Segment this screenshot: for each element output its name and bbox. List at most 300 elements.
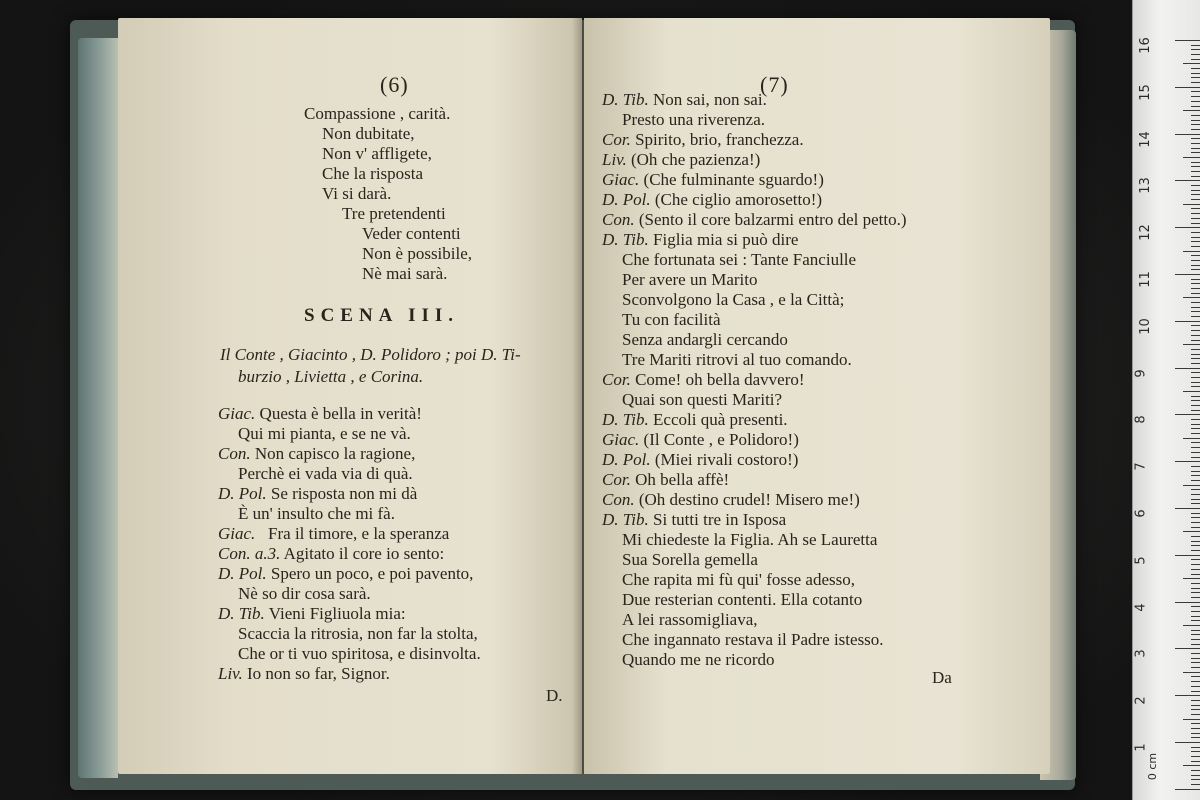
ruler-tick — [1191, 73, 1200, 74]
ruler-tick — [1191, 527, 1200, 528]
ruler-tick — [1191, 363, 1200, 364]
ruler-tick — [1191, 288, 1200, 289]
line-text: (Che fulminante sguardo!) — [643, 170, 824, 189]
dialogue-line — [622, 530, 877, 550]
ruler-tick — [1191, 592, 1200, 593]
ruler-tick — [1191, 152, 1200, 153]
ruler-tick — [1191, 569, 1200, 570]
ruler-tick — [1191, 101, 1200, 102]
ruler-tick — [1191, 68, 1200, 69]
speaker: D. Tib. — [602, 90, 649, 109]
ruler-tick — [1191, 564, 1200, 565]
line-text: Che ingannato restava il Padre istesso. — [622, 630, 884, 649]
ruler-tick — [1191, 644, 1200, 645]
ruler-tick — [1191, 199, 1200, 200]
ruler-tick — [1191, 241, 1200, 242]
ruler-tick — [1191, 190, 1200, 191]
ruler-tick — [1191, 733, 1200, 734]
ruler-tick — [1183, 438, 1200, 439]
ruler-tick — [1175, 134, 1200, 135]
ruler-tick — [1191, 59, 1200, 60]
speaker: D. Pol. — [602, 450, 651, 469]
ruler-tick — [1191, 349, 1200, 350]
ruler-tick — [1191, 223, 1200, 224]
ruler-number: 11 — [1137, 271, 1153, 288]
ruler-number: 14 — [1137, 130, 1153, 148]
ruler-tick — [1191, 325, 1200, 326]
ruler-tick — [1183, 157, 1200, 158]
cover-edge-left — [78, 38, 118, 778]
line-text: Che fortunata sei : Tante Fanciulle — [622, 250, 857, 269]
ruler-tick — [1191, 166, 1200, 167]
speaker: Cor. — [602, 130, 631, 149]
ruler-tick — [1191, 784, 1200, 785]
speaker: Liv. — [602, 150, 627, 169]
ruler-tick — [1183, 251, 1200, 252]
line-text: Questa è bella in verità! — [259, 404, 422, 423]
line-text: Qui mi pianta, e se ne và. — [238, 424, 411, 443]
ruler-tick — [1191, 279, 1200, 280]
ruler-tick — [1191, 522, 1200, 523]
ruler-number: 3 — [1133, 649, 1149, 659]
line-text: Spero un poco, e poi pavento, — [270, 564, 474, 583]
ruler-tick — [1191, 316, 1200, 317]
ruler-tick — [1191, 386, 1200, 387]
ruler-tick — [1191, 194, 1200, 195]
line-text: Figlia mia si può dire — [653, 230, 799, 249]
ruler-tick — [1191, 129, 1200, 130]
speaker: D. Tib. — [602, 510, 649, 529]
line-text: Presto una riverenza. — [622, 110, 766, 129]
verse-line: Che la risposta — [322, 164, 424, 183]
ruler-number: 16 — [1137, 37, 1153, 54]
line-text: Per avere un Marito — [622, 270, 758, 289]
verse-line: Tre pretendenti — [342, 204, 446, 223]
ruler-tick — [1191, 583, 1200, 584]
speaker: Con. — [602, 210, 635, 229]
dialogue-line — [238, 424, 411, 444]
ruler-number: 7 — [1133, 462, 1149, 471]
ruler-tick — [1191, 620, 1200, 621]
line-text: Tre Mariti ritrovi al tuo comando. — [622, 350, 852, 369]
ruler-tick — [1191, 96, 1200, 97]
verse-line: Veder contenti — [362, 224, 461, 243]
line-text: Si tutti tre in Isposa — [653, 510, 787, 529]
ruler-tick — [1191, 466, 1200, 467]
dialogue-line — [622, 610, 758, 630]
ruler-tick — [1175, 461, 1200, 462]
ruler-tick — [1191, 269, 1200, 270]
dialogue-line — [602, 190, 822, 210]
ruler-tick — [1191, 457, 1200, 458]
dialogue-line — [622, 330, 788, 350]
dialogue-line — [218, 664, 390, 684]
ruler-tick — [1191, 171, 1200, 172]
ruler-tick — [1191, 653, 1200, 654]
dialogue-line — [602, 170, 824, 190]
ruler-tick — [1191, 597, 1200, 598]
ruler-tick — [1175, 555, 1200, 556]
catchword: D. — [546, 686, 563, 705]
ruler-tick — [1191, 54, 1200, 55]
speaker: Liv. — [218, 664, 243, 683]
ruler-tick — [1191, 91, 1200, 92]
dialogue-line — [602, 370, 805, 390]
verse-line: Nè mai sarà. — [362, 264, 448, 283]
ruler-tick — [1191, 681, 1200, 682]
ruler-number: 12 — [1137, 224, 1153, 241]
ruler-tick — [1191, 293, 1200, 294]
dialogue-line — [238, 644, 481, 664]
speaker: D. Pol. — [602, 190, 651, 209]
speaker: Con. — [602, 490, 635, 509]
ruler-tick — [1191, 185, 1200, 186]
ruler-tick — [1191, 124, 1200, 125]
ruler-tick — [1191, 428, 1200, 429]
ruler-tick — [1191, 737, 1200, 738]
ruler-number: 8 — [1133, 415, 1149, 425]
ruler-tick — [1175, 180, 1200, 181]
line-text: Mi chiedeste la Figlia. Ah se Lauretta — [622, 530, 878, 549]
ruler-tick — [1183, 625, 1200, 626]
line-text: Oh bella affè! — [635, 470, 730, 489]
ruler-tick — [1191, 372, 1200, 373]
dialogue-line — [218, 404, 422, 424]
ruler-tick — [1183, 531, 1200, 532]
ruler-tick — [1191, 611, 1200, 612]
line-text: Fra il timore, e la speranza — [268, 524, 450, 543]
ruler-tick — [1191, 77, 1200, 78]
ruler-tick — [1191, 751, 1200, 752]
line-text: Vieni Figliuola mia: — [268, 604, 406, 623]
ruler-tick — [1191, 616, 1200, 617]
line-text: Che rapita mi fù qui' fosse adesso, — [622, 570, 855, 589]
ruler-tick — [1183, 297, 1200, 298]
ruler-number: 4 — [1133, 602, 1149, 612]
dialogue-line — [238, 584, 371, 604]
dialogue-line — [622, 650, 774, 670]
dialogue-line — [602, 510, 786, 530]
ruler-tick — [1191, 691, 1200, 692]
ruler-tick — [1175, 368, 1200, 369]
line-text: Scaccia la ritrosia, non far la stolta, — [238, 624, 478, 643]
ruler-tick — [1191, 45, 1200, 46]
dialogue-line — [622, 550, 758, 570]
ruler-tick — [1191, 779, 1200, 780]
ruler-tick — [1175, 695, 1200, 696]
scene-title: SCENA III. — [304, 305, 460, 326]
line-text: Quai son questi Mariti? — [622, 390, 783, 409]
line-text: Senza andargli cercando — [622, 330, 788, 349]
line-text: A lei rassomigliava, — [622, 610, 758, 629]
ruler-tick — [1191, 714, 1200, 715]
speaker: Con. — [218, 444, 251, 463]
dialogue-line — [238, 464, 413, 484]
dialogue-line — [602, 430, 799, 450]
left-page — [118, 18, 582, 774]
line-text: Nè so dir cosa sarà. — [238, 584, 371, 603]
dialogue-line — [622, 270, 757, 290]
verse-line: Non v' affligete, — [322, 144, 432, 163]
ruler-tick — [1175, 602, 1200, 603]
ruler-tick — [1191, 667, 1200, 668]
ruler-tick — [1191, 311, 1200, 312]
ruler-tick — [1191, 775, 1200, 776]
speaker: D. Tib. — [602, 230, 649, 249]
ruler-tick — [1191, 550, 1200, 551]
line-text: (Oh destino crudel! Misero me!) — [638, 490, 860, 509]
ruler-tick — [1191, 634, 1200, 635]
ruler-number: 2 — [1133, 696, 1149, 705]
ruler-tick — [1191, 489, 1200, 490]
ruler-tick — [1183, 110, 1200, 111]
dialogue-line — [622, 110, 765, 130]
dialogue-line — [238, 624, 478, 644]
ruler-tick — [1191, 747, 1200, 748]
ruler-tick — [1191, 447, 1200, 448]
ruler-tick — [1191, 218, 1200, 219]
line-text: Sconvolgono la Casa , e la Città; — [622, 290, 845, 309]
ruler-tick — [1183, 578, 1200, 579]
ruler-number: 6 — [1133, 509, 1149, 518]
ruler-tick — [1191, 536, 1200, 537]
ruler-number: 1 — [1133, 743, 1149, 752]
ruler-tick — [1191, 162, 1200, 163]
ruler-tick — [1191, 148, 1200, 149]
ruler-tick — [1191, 232, 1200, 233]
ruler-tick — [1183, 672, 1200, 673]
dialogue-line — [602, 470, 729, 490]
verse-line: Compassione , carità. — [304, 104, 451, 123]
dialogue-line — [218, 604, 406, 624]
ruler-tick — [1191, 307, 1200, 308]
catchword: Da — [932, 668, 952, 687]
ruler-tick — [1191, 630, 1200, 631]
dialogue-line — [622, 590, 862, 610]
dialogue-line — [602, 210, 907, 230]
dialogue-line — [622, 570, 855, 590]
ruler-tick — [1175, 87, 1200, 88]
ruler-tick — [1191, 723, 1200, 724]
stage-direction-line: Il Conte , Giacinto , D. Polidoro ; poi D. Ti- — [220, 345, 521, 364]
ruler-tick — [1191, 588, 1200, 589]
speaker: D. Pol. — [218, 564, 267, 583]
verse-line: Non è possibile, — [362, 244, 473, 263]
dialogue-line — [622, 310, 721, 330]
dialogue-line — [238, 504, 395, 524]
right-page-number: (7) — [760, 72, 789, 97]
ruler-tick — [1175, 227, 1200, 228]
ruler-tick — [1175, 648, 1200, 649]
line-text: Quando me ne ricordo — [622, 650, 775, 669]
ruler-tick — [1191, 513, 1200, 514]
ruler-tick — [1191, 302, 1200, 303]
ruler-tick — [1191, 283, 1200, 284]
verse-line: Non dubitate, — [322, 124, 415, 143]
line-text: Eccoli quà presenti. — [653, 410, 788, 429]
ruler-tick — [1191, 138, 1200, 139]
ruler-tick — [1191, 541, 1200, 542]
ruler-tick — [1191, 377, 1200, 378]
right-page — [584, 18, 1050, 774]
ruler-tick — [1191, 639, 1200, 640]
speaker: D. Tib. — [602, 410, 649, 429]
ruler-tick — [1191, 452, 1200, 453]
ruler-tick — [1191, 471, 1200, 472]
ruler-tick — [1183, 63, 1200, 64]
ruler-tick — [1191, 419, 1200, 420]
line-text: Io non so far, Signor. — [246, 664, 390, 683]
speaker: D. Tib. — [218, 604, 265, 623]
ruler-tick — [1191, 237, 1200, 238]
line-text: (Oh che pazienza!) — [630, 150, 761, 169]
line-text: Come! oh bella davvero! — [635, 370, 805, 389]
ruler-tick — [1191, 335, 1200, 336]
ruler-number: 9 — [1133, 368, 1149, 378]
ruler-tick — [1191, 606, 1200, 607]
ruler-tick — [1191, 503, 1200, 504]
dialogue-line — [622, 630, 884, 650]
ruler-tick — [1175, 321, 1200, 322]
speaker: Giac. — [602, 170, 640, 189]
dialogue-line — [218, 444, 415, 464]
ruler-tick — [1191, 143, 1200, 144]
ruler-tick — [1191, 400, 1200, 401]
ruler-tick — [1191, 424, 1200, 425]
ruler-tick — [1191, 115, 1200, 116]
speaker: D. Pol. — [218, 484, 267, 503]
verse-line: Vi si darà. — [322, 184, 392, 203]
line-text: Non capisco la ragione, — [254, 444, 416, 463]
ruler-tick — [1191, 255, 1200, 256]
dialogue-line — [602, 230, 798, 250]
ruler-tick — [1191, 106, 1200, 107]
ruler-tick — [1191, 475, 1200, 476]
ruler-tick — [1175, 274, 1200, 275]
ruler-tick — [1191, 658, 1200, 659]
dialogue-line — [622, 390, 782, 410]
ruler-tick — [1191, 410, 1200, 411]
line-text: Perchè ei vada via di quà. — [238, 464, 413, 483]
speaker: Giac. — [602, 430, 640, 449]
ruler-tick — [1191, 358, 1200, 359]
line-text: È un' insulto che mi fà. — [238, 504, 395, 523]
ruler-tick — [1175, 789, 1200, 790]
ruler-tick — [1183, 719, 1200, 720]
dialogue-line — [602, 490, 860, 510]
ruler-tick — [1191, 260, 1200, 261]
ruler-tick — [1191, 120, 1200, 121]
dialogue-line — [218, 564, 473, 584]
ruler-tick — [1183, 485, 1200, 486]
line-text: (Sento il core balzarmi entro del petto.) — [638, 210, 907, 229]
line-text: Spirito, brio, franchezza. — [635, 130, 804, 149]
ruler-tick — [1175, 508, 1200, 509]
line-text: Sua Sorella gemella — [622, 550, 758, 569]
line-text: Non sai, non sai. — [653, 90, 767, 109]
ruler-tick — [1183, 204, 1200, 205]
ruler-tick — [1191, 396, 1200, 397]
ruler-tick — [1191, 686, 1200, 687]
ruler-number: 13 — [1137, 177, 1153, 195]
dialogue-line — [218, 524, 449, 544]
line-text: Se risposta non mi dà — [270, 484, 418, 503]
ruler-tick — [1191, 354, 1200, 355]
ruler-tick — [1191, 700, 1200, 701]
speaker: Giac. — [218, 404, 256, 423]
ruler-tick — [1191, 330, 1200, 331]
speaker: Cor. — [602, 470, 631, 489]
ruler-tick — [1191, 709, 1200, 710]
ruler-tick — [1191, 662, 1200, 663]
ruler-tick — [1191, 442, 1200, 443]
ruler-tick — [1183, 344, 1200, 345]
ruler-tick — [1191, 176, 1200, 177]
line-text: (Il Conte , e Polidoro!) — [643, 430, 799, 449]
line-text: Che or ti vuo spiritosa, e disinvolta. — [238, 644, 481, 663]
dialogue-line — [602, 410, 788, 430]
dialogue-line — [622, 250, 856, 270]
dialogue-line — [622, 290, 844, 310]
measurement-ruler — [1132, 0, 1200, 800]
ruler-tick — [1191, 382, 1200, 383]
ruler-tick — [1175, 742, 1200, 743]
dialogue-line — [602, 130, 804, 150]
ruler-tick — [1191, 433, 1200, 434]
ruler-tick — [1191, 559, 1200, 560]
dialogue-line — [602, 90, 767, 110]
ruler-number: 15 — [1137, 84, 1153, 101]
ruler-tick — [1191, 340, 1200, 341]
ruler-tick — [1175, 40, 1200, 41]
ruler-tick — [1191, 480, 1200, 481]
ruler-tick — [1191, 756, 1200, 757]
ruler-number: 10 — [1137, 318, 1153, 335]
dialogue-line — [602, 450, 798, 470]
line-text: Tu con facilità — [622, 310, 721, 329]
ruler-tick — [1191, 545, 1200, 546]
speaker: Giac. — [218, 524, 256, 543]
ruler-tick — [1191, 770, 1200, 771]
speaker: Con. a.3. — [218, 544, 281, 563]
ruler-tick — [1191, 676, 1200, 677]
speaker: Cor. — [602, 370, 631, 389]
ruler-tick — [1191, 246, 1200, 247]
ruler-tick — [1191, 208, 1200, 209]
dialogue-line — [622, 350, 852, 370]
ruler-tick — [1191, 574, 1200, 575]
ruler-tick — [1191, 761, 1200, 762]
ruler-tick — [1191, 405, 1200, 406]
ruler-tick — [1191, 49, 1200, 50]
ruler-tick — [1191, 494, 1200, 495]
ruler-tick — [1191, 499, 1200, 500]
line-text: Agitato il core io sento: — [283, 544, 445, 563]
ruler-tick — [1183, 391, 1200, 392]
ruler-number: 5 — [1133, 556, 1149, 565]
ruler-unit-label: 0 cm — [1146, 752, 1160, 781]
line-text: (Miei rivali costoro!) — [654, 450, 799, 469]
ruler-tick — [1191, 728, 1200, 729]
dialogue-line — [218, 484, 417, 504]
ruler-tick — [1183, 765, 1200, 766]
ruler-tick — [1191, 265, 1200, 266]
ruler-tick — [1191, 213, 1200, 214]
ruler-tick — [1191, 82, 1200, 83]
dialogue-line — [602, 150, 760, 170]
ruler-tick — [1191, 705, 1200, 706]
stage-direction-line: burzio , Livietta , e Corina. — [238, 367, 424, 386]
